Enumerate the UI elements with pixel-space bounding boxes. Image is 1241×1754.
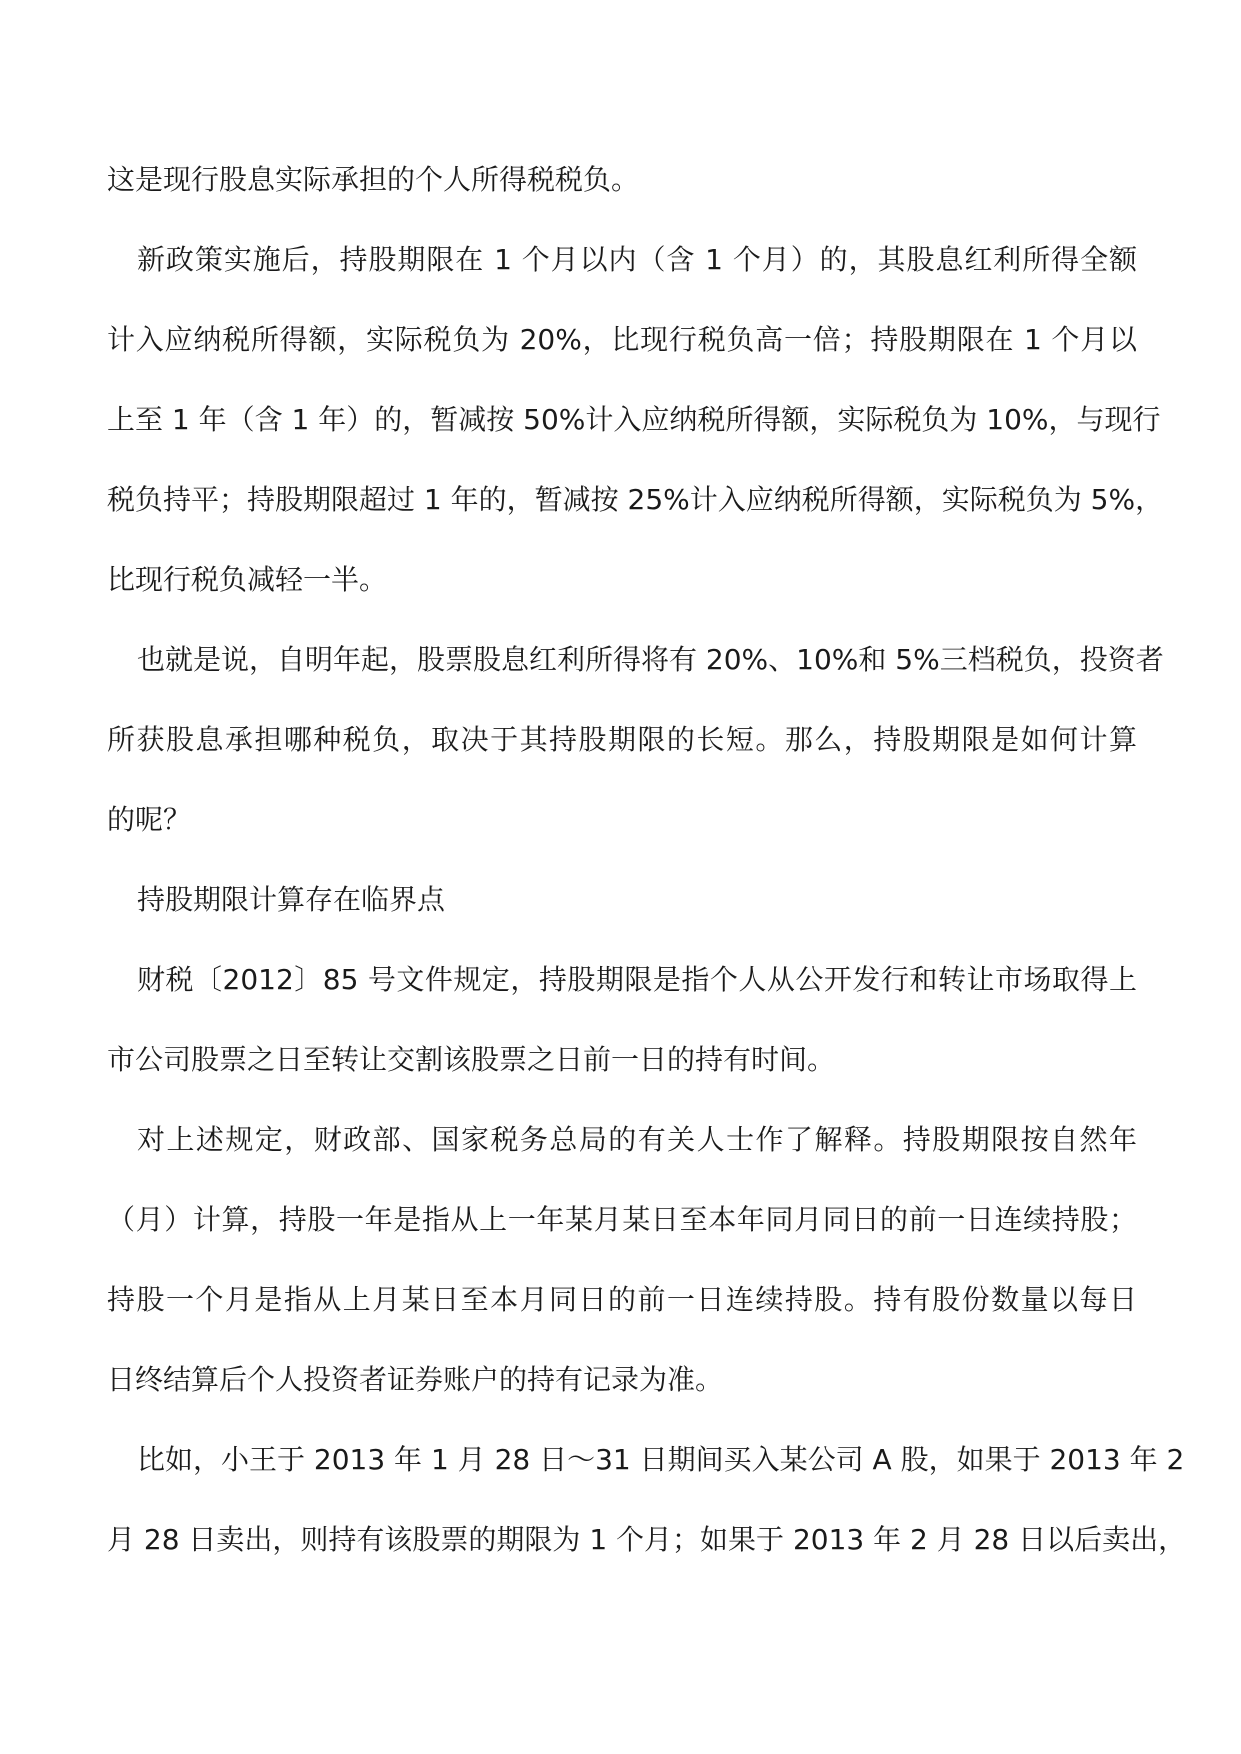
paragraph: [107, 1435, 1187, 1595]
text-line: 也就是说，自明年起，股票股息红利所得将有 20%、10%和 5%三档税负，投资者: [137, 643, 1164, 676]
paragraph: [107, 635, 1164, 875]
text-line: 比如，小王于 2013 年 1 月 28 日～31 日期间买入某公司 A 股，如果于 2013 年 2: [137, 1443, 1185, 1476]
text-line: 所获股息承担哪种税负，取决于其持股期限的长短。那么，持股期限是如何计算: [107, 723, 1137, 756]
text-line: 上至 1 年（含 1 年）的，暂减按 50%计入应纳税所得额，实际税负为 10%，与现行: [107, 403, 1161, 436]
text-line: 计入应纳税所得额，实际税负为 20%，比现行税负高一倍；持股期限在 1 个月以: [107, 323, 1137, 356]
section-heading: [107, 875, 1137, 955]
text-line: 日终结算后个人投资者证券账户的持有记录为准。: [107, 1363, 724, 1396]
paragraph: [107, 1115, 1137, 1435]
text-line: （月）计算，持股一年是指从上一年某月某日至本年同月同日的前一日连续持股；: [107, 1203, 1137, 1236]
text-line: 持股期限计算存在临界点: [137, 883, 446, 916]
paragraph: [107, 235, 1164, 635]
text-line: 的呢？: [107, 803, 192, 836]
text-line: 月 28 日卖出，则持有该股票的期限为 1 个月；如果于 2013 年 2 月 28 日以后卖出，: [107, 1523, 1187, 1556]
text-line: 对上述规定，财政部、国家税务总局的有关人士作了解释。持股期限按自然年: [137, 1123, 1137, 1156]
text-line: 财税〔2012〕85 号文件规定，持股期限是指个人从公开发行和转让市场取得上: [137, 963, 1137, 996]
text-line: 市公司股票之日至转让交割该股票之日前一日的持有时间。: [107, 1043, 836, 1076]
text-line: 比现行税负减轻一半。: [107, 563, 388, 596]
text-line: 税负持平；持股期限超过 1 年的，暂减按 25%计入应纳税所得额，实际税负为 5%，: [107, 483, 1164, 516]
text-line: 持股一个月是指从上月某日至本月同日的前一日连续持股。持有股份数量以每日: [107, 1283, 1137, 1316]
text-line: 新政策实施后，持股期限在 1 个月以内（含 1 个月）的，其股息红利所得全额: [137, 243, 1137, 276]
paragraph: [107, 955, 1137, 1115]
paragraph: [107, 155, 1137, 235]
text-line: 这是现行股息实际承担的个人所得税税负。: [107, 163, 640, 196]
document-body: [107, 155, 1187, 1595]
